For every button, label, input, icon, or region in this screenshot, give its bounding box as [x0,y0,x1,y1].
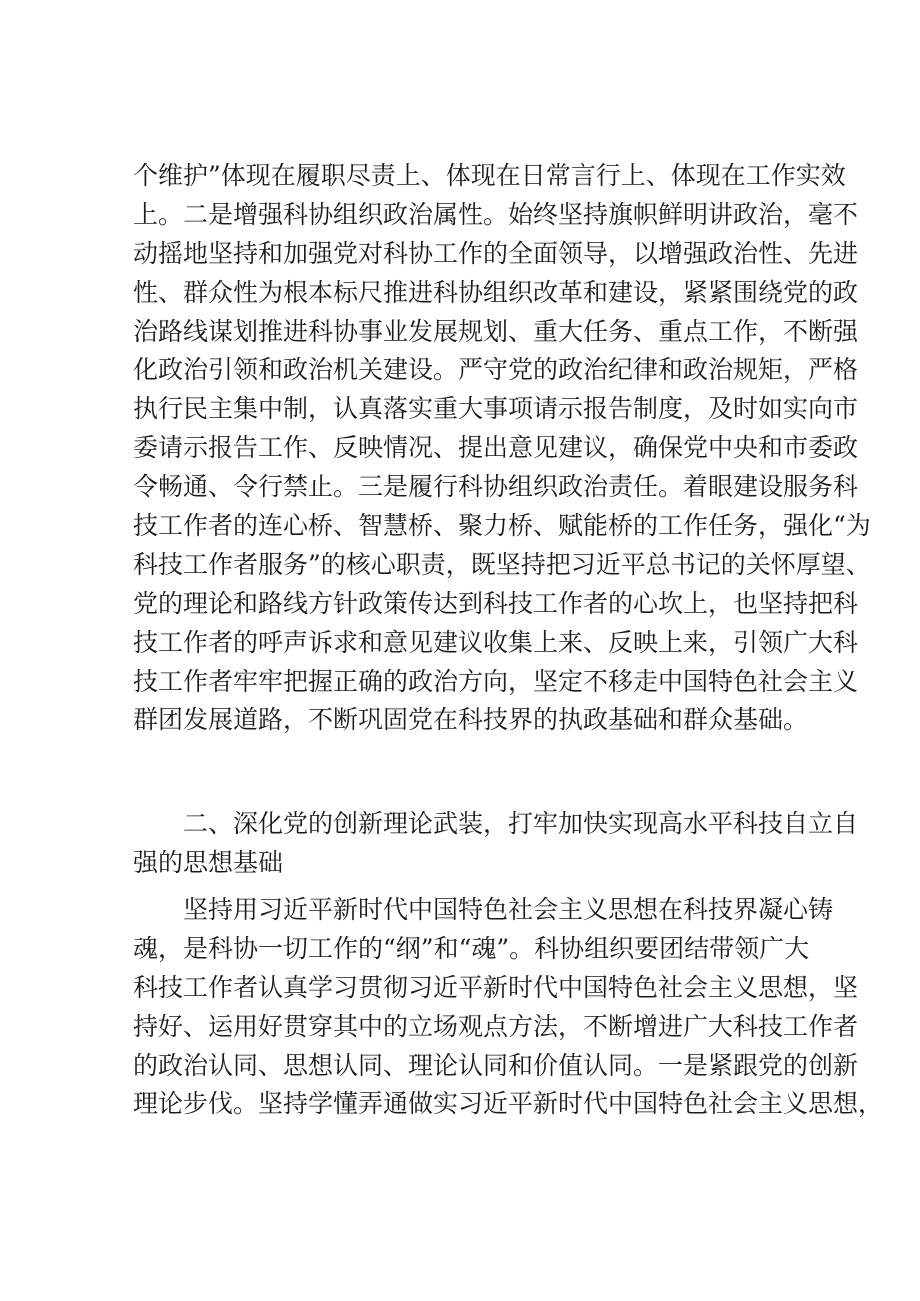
text-line: 化政治引领和政治机关建设。严守党的政治纪律和政治规矩，严格 [133,355,859,385]
body-paragraph [133,891,884,1124]
text-line: 委请示报告工作、反映情况、提出意见建议，确保党中央和市委政 [133,433,859,463]
text-line: 科技工作者认真学习贯彻习近平新时代中国特色社会主义思想，坚 [133,972,859,1002]
body-paragraph [133,157,871,740]
text-line: 理论步伐。坚持学懂弄通做实习近平新时代中国特色社会主义思想， [133,1089,884,1119]
text-line: 个维护”体现在履职尽责上、体现在日常言行上、体现在工作实效 [133,161,846,190]
text-line: 技工作者牢牢把握正确的政治方向，坚定不移走中国特色社会主义 [133,666,859,696]
text-line: 技工作者的连心桥、智慧桥、聚力桥、赋能桥的工作任务，强化“为 [133,511,871,541]
text-line: 性、群众性为根本标尺推进科协组织改革和建设，紧紧围绕党的政 [133,277,859,307]
text-line: 党的理论和路线方针政策传达到科技工作者的心坎上，也坚持把科 [133,588,859,618]
heading-line: 二、深化党的创新理论武装，打牢加快实现高水平科技自立自 [183,809,859,838]
text-line: 上。二是增强科协组织政治属性。始终坚持旗帜鲜明讲政治，毫不 [133,199,859,229]
text-line: 技工作者的呼声诉求和意见建议收集上来、反映上来，引领广大科 [133,627,859,657]
text-line: 持好、运用好贯穿其中的立场观点方法，不断增进广大科技工作者 [133,1011,859,1041]
text-line: 科技工作者服务”的核心职责，既坚持把习近平总书记的关怀厚望、 [133,549,871,579]
text-line: 动摇地坚持和加强党对科协工作的全面领导，以增强政治性、先进 [133,238,859,268]
text-line: 的政治认同、思想认同、理论认同和价值认同。一是紧跟党的创新 [133,1050,859,1080]
text-line: 魂，是科协一切工作的“纲”和“魂”。科协组织要团结带领广大 [133,933,810,963]
heading-line: 强的思想基础 [133,847,284,877]
text-line: 治路线谋划推进科协事业发展规划、重大任务、重点工作，不断强 [133,316,859,346]
text-line: 坚持用习近平新时代中国特色社会主义思想在科技界凝心铸 [183,895,834,924]
text-line: 群团发展道路，不断巩固党在科技界的执政基础和群众基础。 [133,705,809,735]
text-line: 令畅通、令行禁止。三是履行科协组织政治责任。着眼建设服务科 [133,472,859,502]
section-heading [133,805,859,883]
text-line: 执行民主集中制，认真落实重大事项请示报告制度，及时如实向市 [133,394,859,424]
